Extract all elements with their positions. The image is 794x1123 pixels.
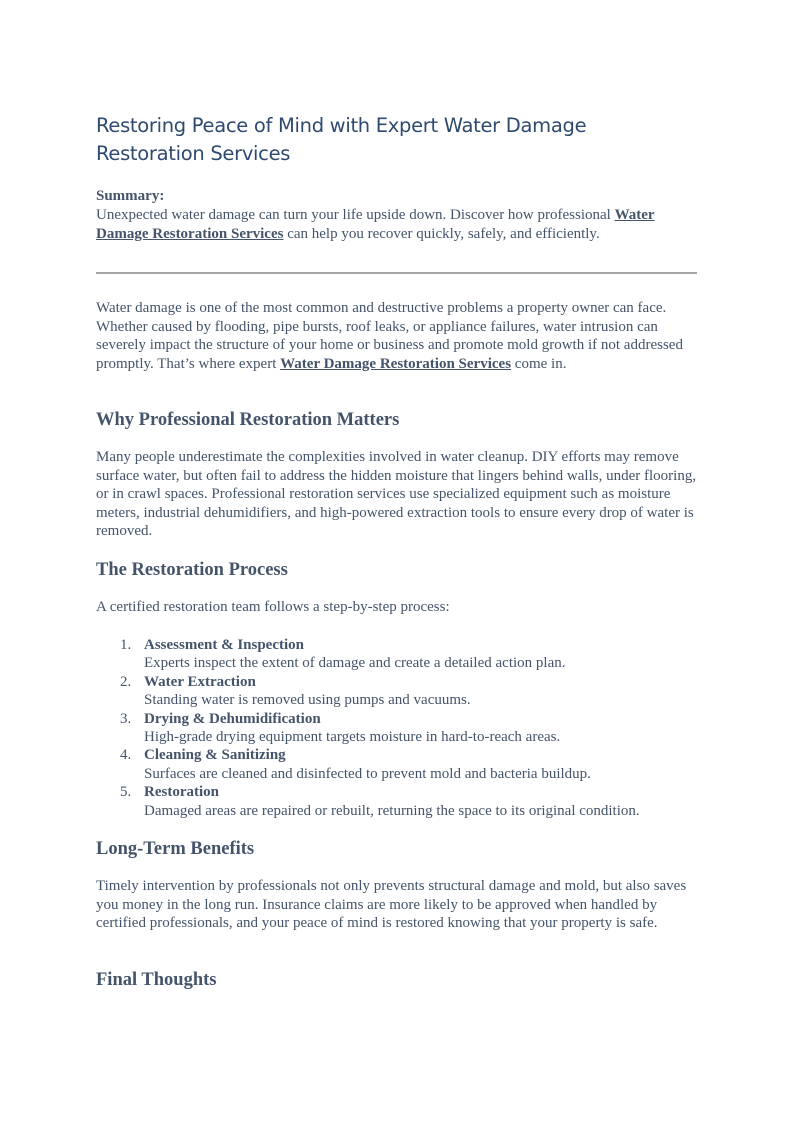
list-item <box>96 710 706 747</box>
step-title: Drying & Dehumidification <box>144 710 321 727</box>
summary-text-after: can help you recover quickly, safely, and efficiently. <box>283 226 600 242</box>
step-description: Standing water is removed using pumps and vacuums. <box>144 692 471 709</box>
step-number: 3. <box>120 710 132 727</box>
page-title: Restoring Peace of Mind with Expert Water Damage Restoration Services <box>96 114 587 165</box>
process-steps-list <box>96 636 706 820</box>
step-number: 5. <box>120 784 132 801</box>
heading-restoration-process: The Restoration Process <box>96 560 288 580</box>
step-description: Damaged areas are repaired or rebuilt, returning the space to its original condition. <box>144 802 640 819</box>
heading-long-term-benefits: Long-Term Benefits <box>96 839 255 859</box>
intro-paragraph <box>96 299 706 373</box>
step-number: 1. <box>120 637 132 653</box>
step-title: Cleaning & Sanitizing <box>144 747 286 764</box>
step-title: Water Extraction <box>144 673 256 690</box>
benefits-paragraph: Timely intervention by professionals not only prevents structural damage and mold, but also saves you money in the long run. Insurance claims are more likely to be approved when handled by certified professionals, and your peace of mind is restored knowing that your property is safe. <box>96 878 687 931</box>
step-number: 4. <box>120 747 132 764</box>
list-item <box>96 783 706 820</box>
step-description: Surfaces are cleaned and disinfected to prevent mold and bacteria buildup. <box>144 765 591 782</box>
summary-text-before: Unexpected water damage can turn your life upside down. Discover how professional <box>96 207 615 223</box>
list-item <box>96 746 706 783</box>
intro-text-after: come in. <box>511 355 567 372</box>
summary-block <box>96 187 706 244</box>
intro-service-link[interactable]: Water Damage Restoration Services <box>280 355 512 372</box>
step-description: High-grade drying equipment targets moisture in hard-to-reach areas. <box>144 729 561 746</box>
step-title: Assessment & Inspection <box>144 637 305 653</box>
step-title: Restoration <box>144 784 219 801</box>
list-item <box>96 673 706 710</box>
intro-text-before: Water damage is one of the most common and destructive problems a property owner can face. Whether caused by flooding, pipe bursts, roof leaks, or appliance failures, water intrusion can severely impact the structure of your home or business and promote mold growth if not addressed promptly. That’s where expert <box>96 300 683 372</box>
heading-final-thoughts: Final Thoughts <box>96 970 217 990</box>
process-intro-paragraph: A certified restoration team follows a step-by-step process: <box>96 599 450 615</box>
why-paragraph: Many people underestimate the complexities involved in water cleanup. DIY efforts may remove surface water, but often fail to address the hidden moisture that lingers behind walls, under flooring, or in crawl spaces. Professional restoration services use specialized equipment such as moisture meters, industrial dehumidifiers, and high-powered extraction tools to ensure every drop of water is removed. <box>96 449 697 539</box>
list-item <box>96 636 706 673</box>
heading-why-restoration: Why Professional Restoration Matters <box>96 410 400 430</box>
summary-service-link[interactable]: Water Damage Restoration Services <box>96 207 655 242</box>
step-description: Experts inspect the extent of damage and create a detailed action plan. <box>144 655 566 672</box>
step-number: 2. <box>120 673 132 690</box>
horizontal-divider <box>96 272 697 274</box>
summary-label: Summary: <box>96 188 165 204</box>
